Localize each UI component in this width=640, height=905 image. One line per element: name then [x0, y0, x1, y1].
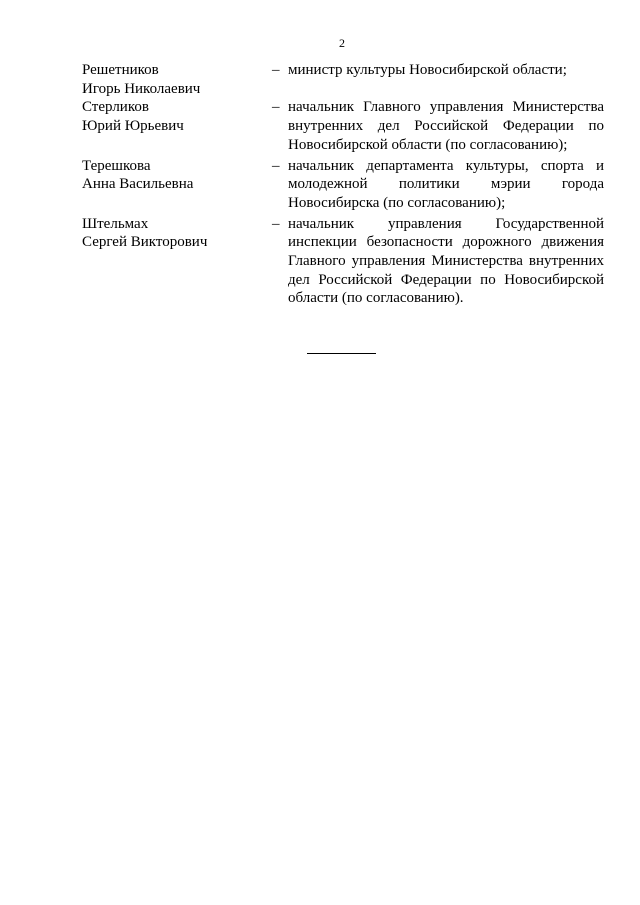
member-position: начальник Главного управления Министерства внутренних дел Российской Федерации по Новосибирской области (по согласованию);	[288, 99, 604, 153]
dash-separator: –	[272, 157, 280, 174]
member-entry	[82, 61, 604, 98]
member-name	[82, 215, 272, 309]
dash-separator: –	[272, 62, 280, 78]
member-surname: Штельмах	[82, 215, 149, 232]
member-position: начальник департамента культуры, спорта и молодежной политики мэрии города Новосибирска (по согласованию);	[288, 157, 604, 211]
member-position: начальник управления Государственной инспекции безопасности дорожного движения Главного управления Министерства внутренних дел Российской Федерации по Новосибирской области (по согласованию).	[288, 215, 604, 307]
member-name	[82, 98, 272, 154]
member-given-names: Игорь Николаевич	[82, 80, 201, 97]
page-number: 2	[339, 36, 345, 50]
member-name	[82, 157, 272, 213]
closing-divider-line	[307, 353, 376, 354]
member-given-names: Сергей Викторович	[82, 234, 208, 251]
dash-separator: –	[272, 99, 280, 116]
member-entry	[82, 98, 604, 154]
member-entry	[82, 215, 604, 309]
dash-separator: –	[272, 215, 280, 232]
member-list	[82, 61, 604, 308]
member-position: министр культуры Новосибирской области;	[288, 62, 567, 78]
member-given-names: Юрий Юрьевич	[82, 118, 184, 135]
member-surname: Терешкова	[82, 157, 151, 174]
member-given-names: Анна Васильевна	[82, 176, 194, 193]
member-entry	[82, 157, 604, 213]
member-name	[82, 61, 272, 98]
member-surname: Стерликов	[82, 99, 149, 116]
member-surname: Решетников	[82, 62, 159, 78]
